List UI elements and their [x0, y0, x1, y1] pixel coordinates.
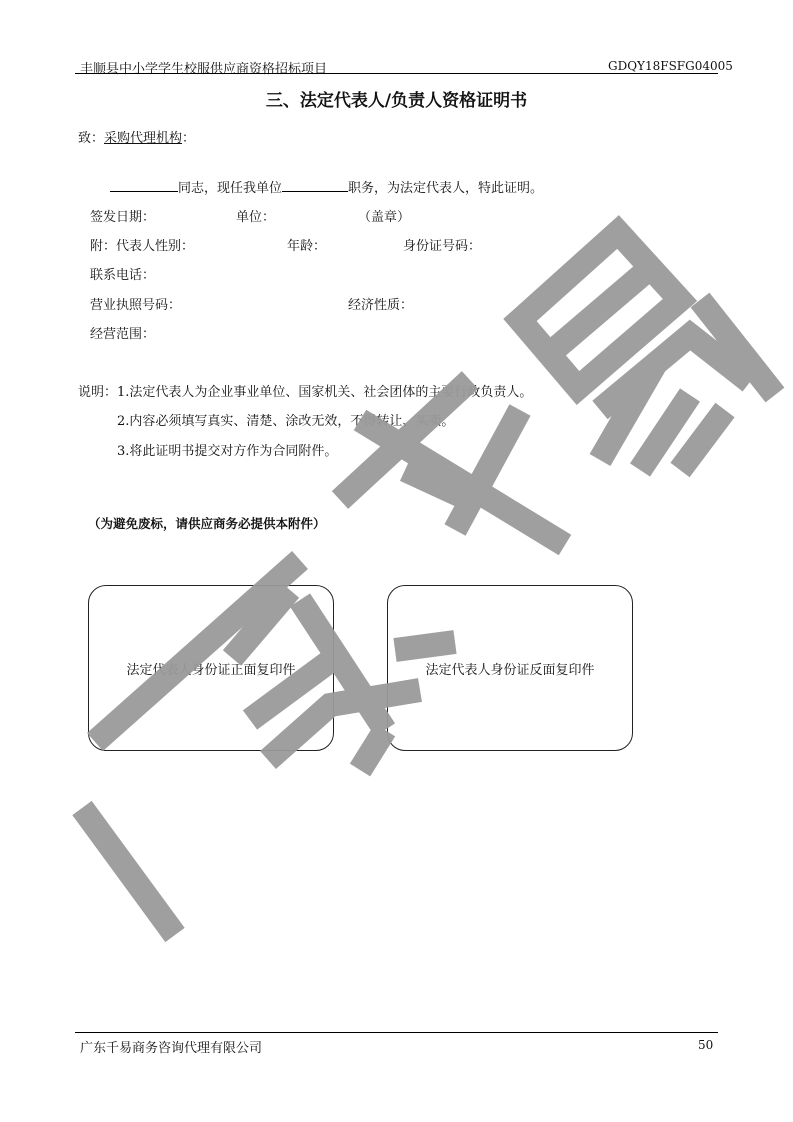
id-front-copy-label: 法定代表人身份证正面复印件 [126, 662, 296, 678]
watermark-stroke [395, 642, 455, 650]
unit-label: 单位： [236, 210, 276, 225]
addressee-prefix: 致： [78, 131, 105, 146]
note-2: 2.内容必须填写真实、清楚、涂改无效，不得转让、买卖。 [117, 414, 455, 429]
id-number-label: 身份证号码： [403, 239, 482, 254]
phone-label: 联系电话： [90, 268, 156, 283]
footer-company: 广东千易商务咨询代理有限公司 [80, 1041, 263, 1056]
watermark-stroke [82, 808, 175, 935]
notes-label: 说明： [78, 385, 118, 400]
economic-nature-label: 经济性质： [348, 298, 414, 313]
header-project-title: 丰顺县中小学学生校服供应商资格招标项目 [80, 62, 328, 77]
statement-tongzhi: 同志，现任我单位 [178, 181, 283, 196]
watermark-stroke [360, 730, 385, 770]
addressee-org: 采购代理机构 [104, 131, 183, 146]
gender-label: 附：代表人性别： [90, 239, 195, 254]
page-number: 50 [698, 1038, 714, 1052]
license-number-label: 营业执照号码： [90, 298, 182, 313]
seal-label: （盖章） [358, 210, 411, 225]
header-project-code: GDQY18FSFG04005 [608, 59, 733, 73]
note-3: 3.将此证明书提交对方作为合同附件。 [117, 444, 338, 459]
attachment-note: （为避免废标，请供应商务必提供本附件） [88, 516, 326, 531]
statement-zhiwu: 职务，为法定代表人，特此证明。 [348, 181, 544, 196]
addressee-suffix: ： [182, 131, 196, 146]
page-title: 三、法定代表人/负责人资格证明书 [265, 91, 528, 111]
issue-date-label: 签发日期： [90, 210, 156, 225]
business-scope-label: 经营范围： [90, 327, 156, 342]
footer-rule [75, 1032, 718, 1033]
age-label: 年龄： [287, 239, 327, 254]
note-1: 1.法定代表人为企业事业单位、国家机关、社会团体的主要行政负责人。 [117, 385, 533, 400]
id-back-copy-label: 法定代表人身份证反面复印件 [425, 662, 595, 678]
